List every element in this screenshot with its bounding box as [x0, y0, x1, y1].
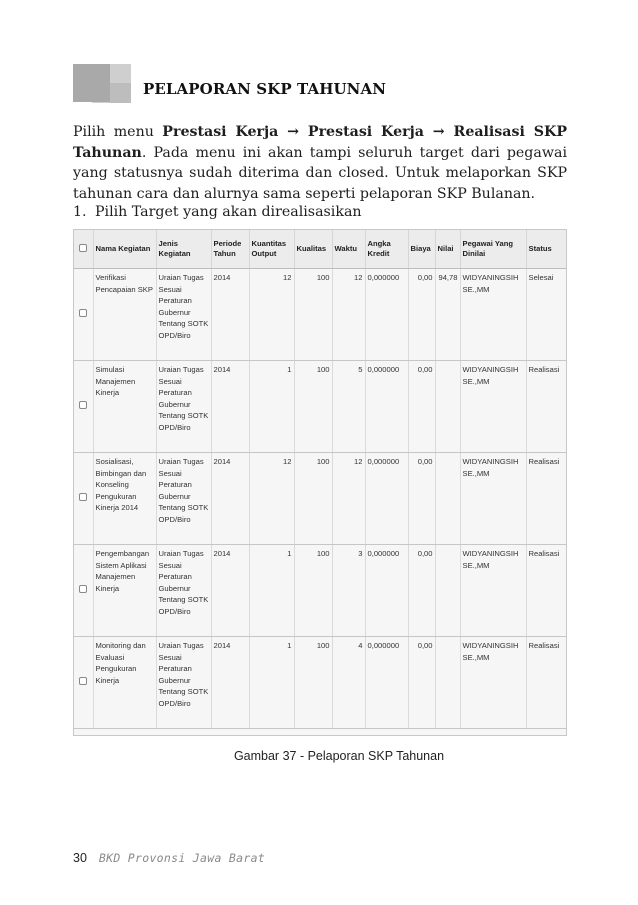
cell-waktu: 12: [332, 269, 365, 361]
cell-jenis-kegiatan: Uraian Tugas Sesuai Peraturan Gubernur Tentang SOTK OPD/Biro: [156, 361, 211, 453]
cell-biaya: 0,00: [408, 453, 435, 545]
row-select-cell[interactable]: [74, 361, 93, 453]
cell-kuantitas: 1: [249, 545, 294, 637]
cell-kualitas: 100: [294, 361, 332, 453]
cell-waktu: 3: [332, 545, 365, 637]
table-row[interactable]: [74, 361, 566, 453]
paragraph-rest: . Pada menu ini akan tampi seluruh target dari pegawai yang statusnya sudah diterima dan closed. Untuk melaporkan SKP tahunan cara dan alurnya sama seperti pelaporan SKP Bulanan.: [73, 144, 567, 202]
header-nama-kegiatan[interactable]: Nama Kegiatan: [93, 230, 156, 269]
cell-kuantitas: 12: [249, 453, 294, 545]
cell-nilai: [435, 637, 460, 729]
cell-waktu: 12: [332, 453, 365, 545]
cell-status: Realisasi: [526, 361, 566, 453]
target-table: [74, 230, 567, 729]
header-nilai[interactable]: Nilai: [435, 230, 460, 269]
cell-angka-kredit: 0,000000: [365, 269, 408, 361]
page-number: 30: [73, 851, 87, 865]
cell-nama-kegiatan: Pengembangan Sistem Aplikasi Manajemen Kinerja: [93, 545, 156, 637]
header-waktu[interactable]: Waktu: [332, 230, 365, 269]
cell-nilai: 94,78: [435, 269, 460, 361]
cell-status: Realisasi: [526, 545, 566, 637]
footer-organization: BKD Provonsi Jawa Barat: [98, 851, 266, 865]
decorative-square-dark: [73, 64, 110, 102]
row-checkbox[interactable]: [79, 677, 87, 685]
cell-nama-kegiatan: Verifikasi Pencapaian SKP: [93, 269, 156, 361]
section-title: PELAPORAN SKP TAHUNAN: [143, 80, 387, 98]
cell-jenis-kegiatan: Uraian Tugas Sesuai Peraturan Gubernur Tentang SOTK OPD/Biro: [156, 545, 211, 637]
cell-jenis-kegiatan: Uraian Tugas Sesuai Peraturan Gubernur Tentang SOTK OPD/Biro: [156, 269, 211, 361]
cell-pegawai: WIDYANINGSIH SE.,MM: [460, 269, 526, 361]
header-pegawai-dinilai[interactable]: Pegawai Yang Dinilai: [460, 230, 526, 269]
cell-status: Realisasi: [526, 637, 566, 729]
row-select-cell[interactable]: [74, 269, 93, 361]
cell-angka-kredit: 0,000000: [365, 545, 408, 637]
table-row[interactable]: [74, 269, 566, 361]
cell-periode-tahun: 2014: [211, 637, 249, 729]
cell-angka-kredit: 0,000000: [365, 361, 408, 453]
header-biaya[interactable]: Biaya: [408, 230, 435, 269]
row-checkbox[interactable]: [79, 309, 87, 317]
table-header-row: [74, 230, 566, 269]
cell-waktu: 5: [332, 361, 365, 453]
cell-kuantitas: 1: [249, 637, 294, 729]
cell-nama-kegiatan: Sosialisasi, Bimbingan dan Konseling Pengukuran Kinerja 2014: [93, 453, 156, 545]
cell-kualitas: 100: [294, 545, 332, 637]
table-row[interactable]: [74, 545, 566, 637]
cell-kualitas: 100: [294, 637, 332, 729]
checkbox-select-all[interactable]: [79, 244, 87, 252]
header-kuantitas-output[interactable]: Kuantitas Output: [249, 230, 294, 269]
cell-biaya: 0,00: [408, 637, 435, 729]
row-select-cell[interactable]: [74, 637, 93, 729]
cell-biaya: 0,00: [408, 361, 435, 453]
row-select-cell[interactable]: [74, 545, 93, 637]
step-1: [73, 204, 362, 220]
cell-nilai: [435, 453, 460, 545]
step-number: 1.: [73, 204, 87, 220]
header-status[interactable]: Status: [526, 230, 566, 269]
decorative-square-mid: [110, 83, 131, 103]
cell-pegawai: WIDYANINGSIH SE.,MM: [460, 637, 526, 729]
body-paragraph: [73, 122, 567, 204]
header-angka-kredit[interactable]: Angka Kredit: [365, 230, 408, 269]
cell-jenis-kegiatan: Uraian Tugas Sesuai Peraturan Gubernur Tentang SOTK OPD/Biro: [156, 453, 211, 545]
row-checkbox[interactable]: [79, 493, 87, 501]
cell-pegawai: WIDYANINGSIH SE.,MM: [460, 453, 526, 545]
cell-periode-tahun: 2014: [211, 545, 249, 637]
cell-biaya: 0,00: [408, 545, 435, 637]
table-row[interactable]: [74, 453, 566, 545]
row-select-cell[interactable]: [74, 453, 93, 545]
cell-nama-kegiatan: Monitoring dan Evaluasi Pengukuran Kinerja: [93, 637, 156, 729]
cell-kuantitas: 1: [249, 361, 294, 453]
cell-angka-kredit: 0,000000: [365, 637, 408, 729]
header-periode-tahun[interactable]: Periode Tahun: [211, 230, 249, 269]
figure-caption: Gambar 37 - Pelaporan SKP Tahunan: [233, 749, 445, 763]
cell-status: Realisasi: [526, 453, 566, 545]
cell-status: Selesai: [526, 269, 566, 361]
cell-jenis-kegiatan: Uraian Tugas Sesuai Peraturan Gubernur Tentang SOTK OPD/Biro: [156, 637, 211, 729]
cell-waktu: 4: [332, 637, 365, 729]
cell-biaya: 0,00: [408, 269, 435, 361]
cell-pegawai: WIDYANINGSIH SE.,MM: [460, 361, 526, 453]
paragraph-intro: Pilih menu: [73, 124, 163, 140]
cell-periode-tahun: 2014: [211, 269, 249, 361]
cell-pegawai: WIDYANINGSIH SE.,MM: [460, 545, 526, 637]
cell-periode-tahun: 2014: [211, 453, 249, 545]
step-text: Pilih Target yang akan direalisasikan: [95, 204, 362, 220]
cell-kuantitas: 12: [249, 269, 294, 361]
cell-angka-kredit: 0,000000: [365, 453, 408, 545]
cell-nama-kegiatan: Simulasi Manajemen Kinerja: [93, 361, 156, 453]
table-row[interactable]: [74, 637, 566, 729]
page-footer: [73, 850, 265, 865]
menu-path: Prestasi Kerja → Prestasi Kerja → Realisasi SKP Tahunan: [73, 124, 567, 161]
cell-kualitas: 100: [294, 453, 332, 545]
row-checkbox[interactable]: [79, 401, 87, 409]
screenshot-target-table: [73, 229, 567, 736]
cell-nilai: [435, 361, 460, 453]
cell-kualitas: 100: [294, 269, 332, 361]
header-select-all[interactable]: [74, 230, 93, 269]
cell-periode-tahun: 2014: [211, 361, 249, 453]
header-kualitas[interactable]: Kualitas: [294, 230, 332, 269]
header-jenis-kegiatan[interactable]: Jenis Kegiatan: [156, 230, 211, 269]
row-checkbox[interactable]: [79, 585, 87, 593]
cell-nilai: [435, 545, 460, 637]
